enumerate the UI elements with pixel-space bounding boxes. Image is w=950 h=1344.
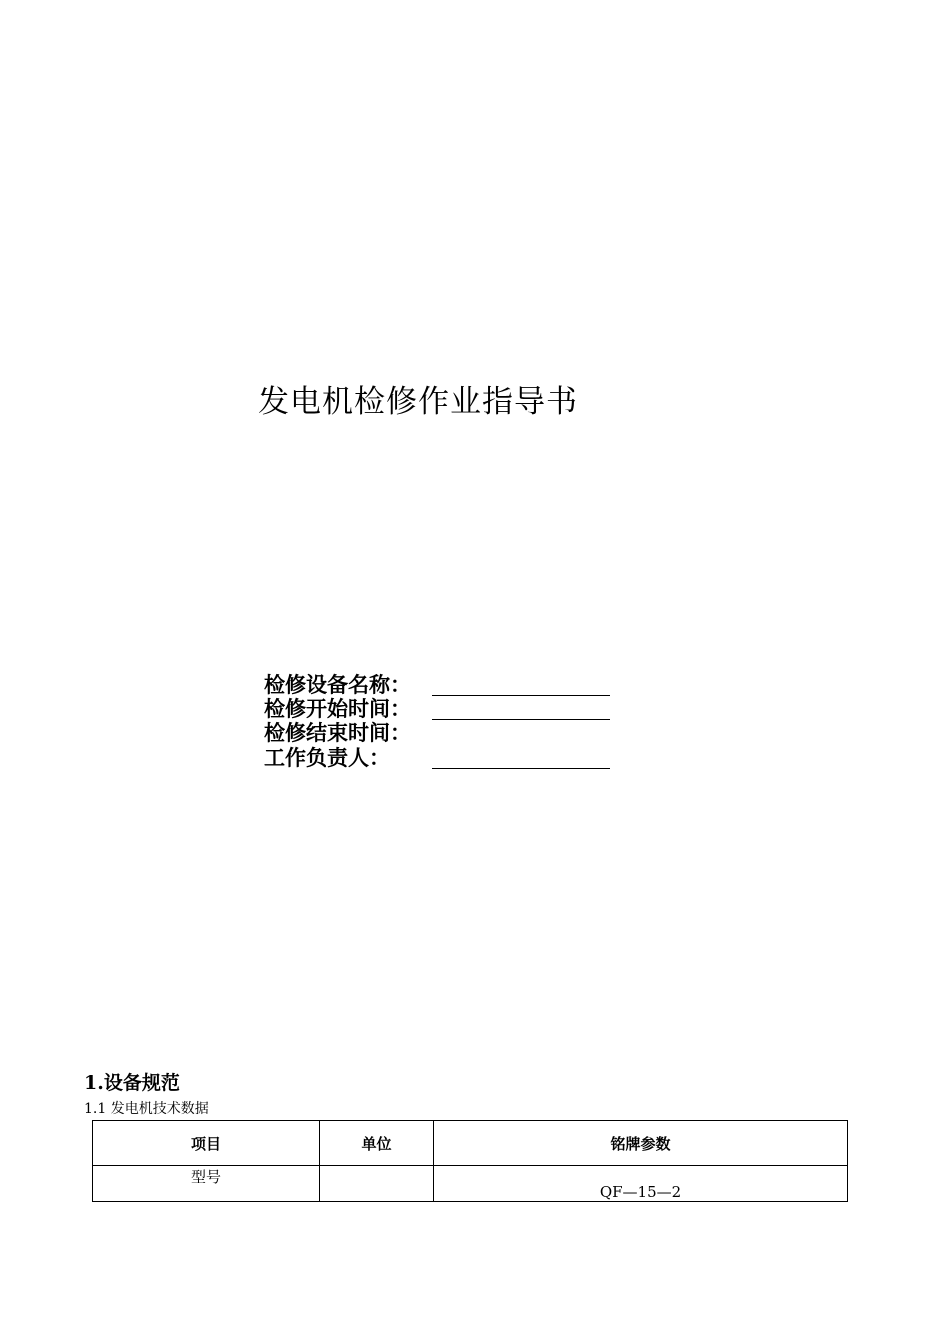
table-header-row xyxy=(93,1121,848,1166)
subsection-heading: 1.1 发电机技术数据 xyxy=(84,1101,209,1117)
section-heading xyxy=(84,1068,180,1095)
fill-in-line[interactable] xyxy=(432,768,610,769)
field-label: 检修结束时间： xyxy=(264,721,411,745)
field-equipment-name xyxy=(264,673,411,697)
table-cell: 型号 xyxy=(93,1166,320,1202)
field-label: 检修开始时间： xyxy=(264,697,411,721)
field-person-in-charge xyxy=(264,746,390,770)
header-item: 项目 xyxy=(93,1121,320,1166)
field-label: 工作负责人： xyxy=(264,746,390,770)
header-unit: 单位 xyxy=(320,1121,434,1166)
table-cell: QF—15—2 xyxy=(434,1166,848,1202)
section-title: 设备规范 xyxy=(103,1072,180,1094)
field-label: 检修设备名称： xyxy=(264,673,411,697)
generator-spec-table xyxy=(92,1120,848,1202)
section-number: 1. xyxy=(84,1072,104,1094)
fill-in-line[interactable] xyxy=(432,695,610,696)
document-title: 发电机检修作业指导书 xyxy=(258,384,578,420)
field-end-time xyxy=(264,721,411,745)
field-start-time xyxy=(264,697,411,721)
table-cell xyxy=(320,1166,434,1202)
table-row xyxy=(93,1166,848,1202)
fill-in-line[interactable] xyxy=(432,719,610,720)
header-nameplate: 铭牌参数 xyxy=(434,1121,848,1166)
